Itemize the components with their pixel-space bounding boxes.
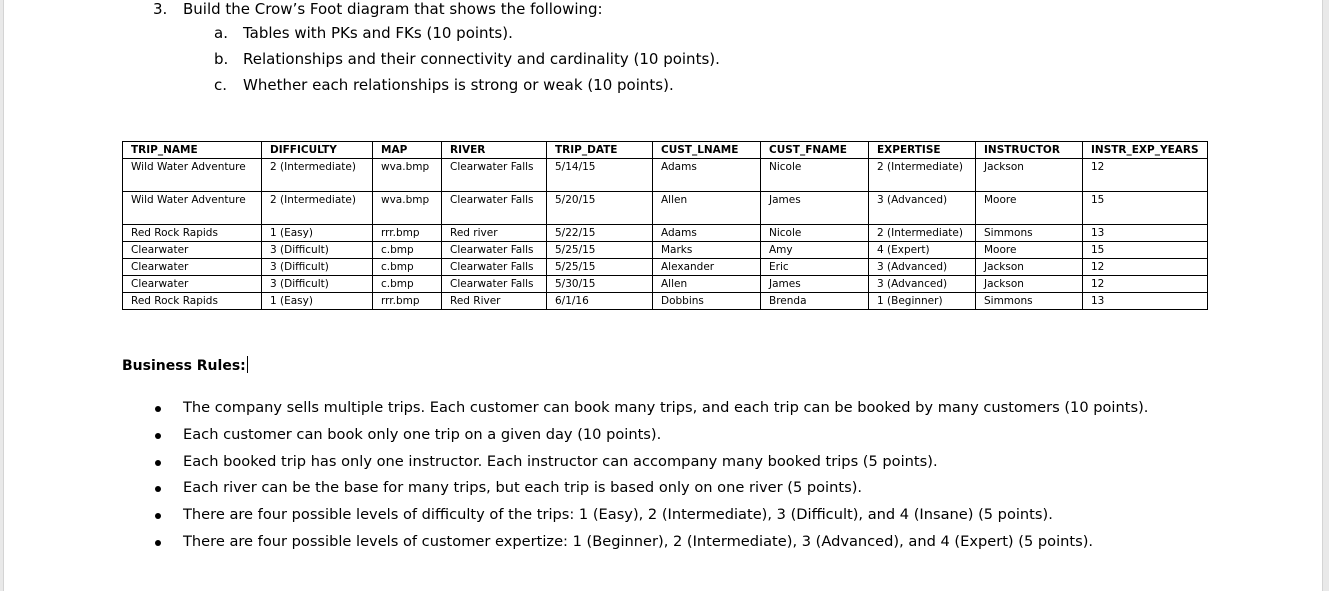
table-cell: 12: [1083, 276, 1208, 293]
text-cursor: [247, 356, 248, 373]
bullet-icon: [155, 486, 161, 492]
table-cell: 15: [1083, 242, 1208, 259]
question-number: 3.: [153, 0, 168, 18]
table-cell: Clearwater Falls: [442, 192, 547, 225]
table-row: [123, 159, 1208, 192]
subitem-c-text: Whether each relationships is strong or weak (10 points).: [243, 76, 674, 94]
table-cell: 5/25/15: [547, 242, 653, 259]
rule-text: Each booked trip has only one instructor. Each instructor can accompany many booked trips (5 points).: [183, 452, 938, 470]
bullet-icon: [155, 540, 161, 546]
table-cell: Dobbins: [653, 293, 761, 310]
table-cell: Brenda: [761, 293, 869, 310]
table-cell: 5/22/15: [547, 225, 653, 242]
table-cell: Wild Water Adventure: [123, 159, 262, 192]
table-cell: James: [761, 192, 869, 225]
table-row: [123, 225, 1208, 242]
table-cell: 5/14/15: [547, 159, 653, 192]
table-cell: rrr.bmp: [373, 225, 442, 242]
header-trip-name: TRIP_NAME: [123, 142, 262, 159]
table-cell: 3 (Advanced): [869, 192, 976, 225]
table-cell: 5/25/15: [547, 259, 653, 276]
rule-text: Each customer can book only one trip on a given day (10 points).: [183, 425, 662, 443]
table-cell: Allen: [653, 192, 761, 225]
table-cell: c.bmp: [373, 276, 442, 293]
table-cell: Clearwater Falls: [442, 242, 547, 259]
table-cell: Marks: [653, 242, 761, 259]
table-cell: 2 (Intermediate): [262, 159, 373, 192]
table-cell: Adams: [653, 159, 761, 192]
table-cell: 2 (Intermediate): [869, 225, 976, 242]
table-cell: Moore: [976, 242, 1083, 259]
table-cell: Red Rock Rapids: [123, 293, 262, 310]
rule-text: The company sells multiple trips. Each customer can book many trips, and each trip can be booked by many customers (10 points).: [183, 399, 1149, 416]
table-row: [123, 192, 1208, 225]
table-cell: Clearwater: [123, 259, 262, 276]
table-cell: 13: [1083, 225, 1208, 242]
document-page: [3, 0, 1323, 591]
bullet-icon: [155, 460, 161, 466]
table-cell: 4 (Expert): [869, 242, 976, 259]
table-cell: 1 (Beginner): [869, 293, 976, 310]
table-cell: Nicole: [761, 225, 869, 242]
table-cell: Clearwater: [123, 242, 262, 259]
table-cell: 3 (Advanced): [869, 276, 976, 293]
table-cell: Allen: [653, 276, 761, 293]
table-cell: Clearwater Falls: [442, 259, 547, 276]
table-row: [123, 259, 1208, 276]
header-expertise: EXPERTISE: [869, 142, 976, 159]
table-row: [123, 242, 1208, 259]
table-cell: 15: [1083, 192, 1208, 225]
table-cell: Red river: [442, 225, 547, 242]
header-cust-fname: CUST_FNAME: [761, 142, 869, 159]
table-cell: 13: [1083, 293, 1208, 310]
table-cell: Simmons: [976, 225, 1083, 242]
table-cell: 3 (Difficult): [262, 276, 373, 293]
table-cell: wva.bmp: [373, 192, 442, 225]
subitem-b-label: b.: [214, 50, 229, 68]
bullet-icon: [155, 433, 161, 439]
table-cell: 12: [1083, 159, 1208, 192]
header-instructor: INSTRUCTOR: [976, 142, 1083, 159]
table-cell: 1 (Easy): [262, 225, 373, 242]
table-cell: Eric: [761, 259, 869, 276]
table-cell: 3 (Difficult): [262, 259, 373, 276]
table-cell: 2 (Intermediate): [869, 159, 976, 192]
rule-text: There are four possible levels of difficulty of the trips: 1 (Easy), 2 (Intermediate), 3 (Difficult), and 4 (Insane) (5 points).: [183, 506, 1053, 524]
table-cell: rrr.bmp: [373, 293, 442, 310]
header-cust-lname: CUST_LNAME: [653, 142, 761, 159]
rule-text: Each river can be the base for many trips, but each trip is based only on one river (5 points).: [183, 479, 863, 497]
table-header-row: [123, 142, 1208, 159]
table-cell: Jackson: [976, 159, 1083, 192]
table-cell: Amy: [761, 242, 869, 259]
table-cell: Clearwater Falls: [442, 276, 547, 293]
table-cell: Moore: [976, 192, 1083, 225]
table-cell: 5/30/15: [547, 276, 653, 293]
trips-table: [122, 141, 1208, 310]
header-difficulty: DIFFICULTY: [262, 142, 373, 159]
table-cell: James: [761, 276, 869, 293]
header-river: RIVER: [442, 142, 547, 159]
table-row: [123, 276, 1208, 293]
table-cell: Red Rock Rapids: [123, 225, 262, 242]
subitem-c-label: c.: [214, 76, 228, 94]
table-cell: Clearwater: [123, 276, 262, 293]
subitem-a-text: Tables with PKs and FKs (10 points).: [243, 24, 513, 42]
table-cell: 12: [1083, 259, 1208, 276]
table-cell: Nicole: [761, 159, 869, 192]
header-instr-exp-years: INSTR_EXP_YEARS: [1083, 142, 1208, 159]
table-cell: 5/20/15: [547, 192, 653, 225]
business-rules-heading[interactable]: [122, 356, 248, 375]
subitem-b-text: Relationships and their connectivity and cardinality (10 points).: [243, 50, 720, 68]
table-cell: Wild Water Adventure: [123, 192, 262, 225]
table-cell: Adams: [653, 225, 761, 242]
table-cell: Red River: [442, 293, 547, 310]
table-cell: 6/1/16: [547, 293, 653, 310]
table-cell: 1 (Easy): [262, 293, 373, 310]
table-cell: Clearwater Falls: [442, 159, 547, 192]
business-rules-heading-text: Business Rules:: [122, 358, 246, 374]
rule-text: There are four possible levels of customer expertize: 1 (Beginner), 2 (Intermediate), 3 (Advanced), and 4 (Expert) (5 points).: [183, 532, 1094, 550]
question-text: Build the Crow’s Foot diagram that shows the following:: [183, 0, 603, 18]
table-cell: c.bmp: [373, 259, 442, 276]
table-cell: 3 (Advanced): [869, 259, 976, 276]
table-cell: wva.bmp: [373, 159, 442, 192]
table-cell: 3 (Difficult): [262, 242, 373, 259]
header-map: MAP: [373, 142, 442, 159]
bullet-icon: [155, 513, 161, 519]
table-cell: Alexander: [653, 259, 761, 276]
table-row: [123, 293, 1208, 310]
subitem-a-label: a.: [214, 24, 228, 42]
table-cell: Jackson: [976, 276, 1083, 293]
table-cell: Simmons: [976, 293, 1083, 310]
table-cell: c.bmp: [373, 242, 442, 259]
bullet-icon: [155, 406, 161, 412]
table-cell: Jackson: [976, 259, 1083, 276]
header-trip-date: TRIP_DATE: [547, 142, 653, 159]
table-cell: 2 (Intermediate): [262, 192, 373, 225]
